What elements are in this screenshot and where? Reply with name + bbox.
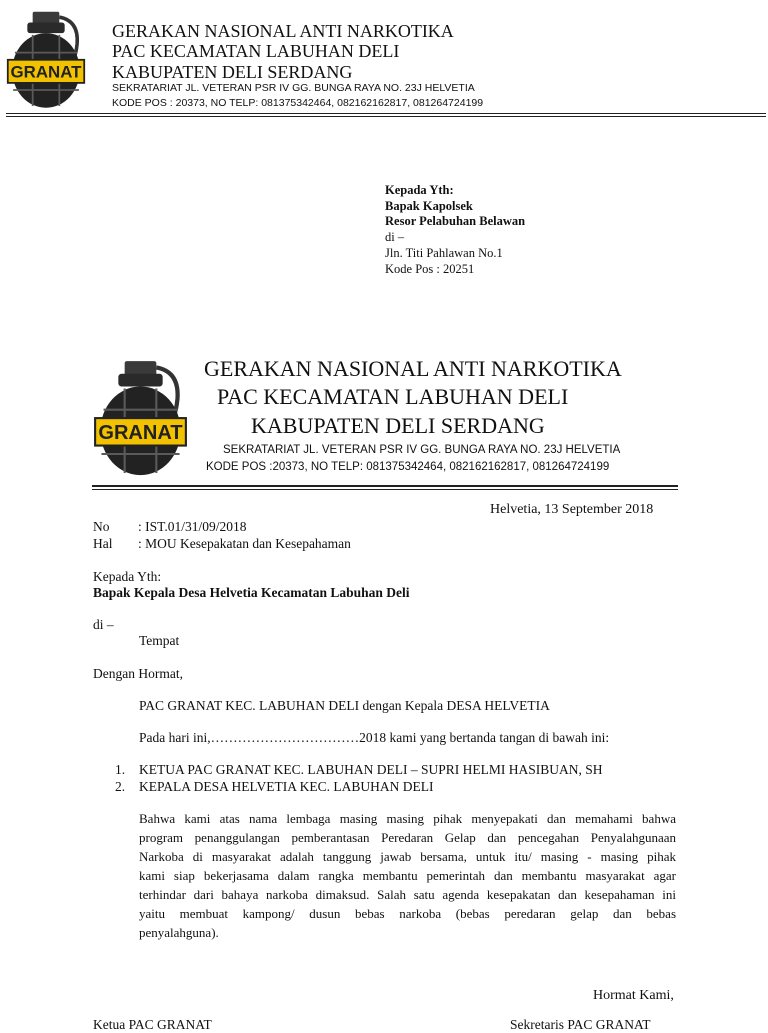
recipient-line1: Kepada Yth: bbox=[385, 183, 454, 197]
header-top-address: SEKRATARIAT JL. VETERAN PSR IV GG. BUNGA RAYA NO. 23J HELVETIA bbox=[112, 82, 475, 94]
header-mid-divider bbox=[92, 485, 678, 487]
body-line: yaitu membuat kampong/ dusun bebas narkoba (bebas peredaran gelap dan bebas bbox=[139, 906, 676, 921]
list-item-num: 1. bbox=[115, 762, 126, 777]
logo-text: GRANAT bbox=[98, 422, 183, 445]
para-2: Pada hari ini,……………………………2018 kami yang bertanda tangan di bawah ini: bbox=[139, 730, 610, 745]
body-line: Narkoba di masyarakat adalah tanggung jawab bersama, untuk itu/ masing - masing pihak bbox=[139, 849, 676, 864]
list-item-num: 2. bbox=[115, 779, 126, 794]
list-item-text: KETUA PAC GRANAT KEC. LABUHAN DELI – SUPRI HELMI HASIBUAN, SH bbox=[139, 762, 603, 777]
header-mid-contact: KODE POS :20373, NO TELP: 081375342464, 082162162817, 081264724199 bbox=[206, 461, 610, 473]
to-name: Bapak Kepala Desa Helvetia Kecamatan Labuhan Deli bbox=[93, 585, 410, 600]
closing: Hormat Kami, bbox=[593, 988, 674, 1003]
logo-text: GRANAT bbox=[10, 62, 82, 82]
header-top-divider bbox=[6, 113, 766, 114]
body-line: kami siap bekerjasama dalam rangka membantu pemerintah dan membantu masyarakat agar bbox=[139, 868, 676, 883]
body-line: terhindar dari bahaya narkoba dimaksud. Salah satu agenda kesepakatan dan kesepahaman ini bbox=[139, 887, 676, 902]
list-item-text: KEPALA DESA HELVETIA KEC. LABUHAN DELI bbox=[139, 779, 434, 794]
recipient-line4: di – bbox=[385, 230, 405, 244]
no-label: No bbox=[93, 519, 110, 534]
greeting: Dengan Hormat, bbox=[93, 666, 183, 681]
letter-date: Helvetia, 13 September 2018 bbox=[490, 502, 654, 517]
header-top-line3: KABUPATEN DELI SERDANG bbox=[112, 62, 353, 82]
sign-left: Ketua PAC GRANAT bbox=[93, 1017, 212, 1032]
granat-logo bbox=[6, 4, 86, 112]
header-mid-line3: KABUPATEN DELI SERDANG bbox=[251, 413, 545, 438]
di-text: di – bbox=[93, 617, 114, 632]
body-line: program penanggulangan pemberantasan Peredaran Gelap dan pencegahan Penyalahgunaan bbox=[139, 830, 676, 845]
header-mid-address: SEKRATARIAT JL. VETERAN PSR IV GG. BUNGA RAYA NO. 23J HELVETIA bbox=[223, 444, 621, 456]
body-paragraph bbox=[139, 809, 676, 942]
header-top-line2: PAC KECAMATAN LABUHAN DELI bbox=[112, 41, 400, 61]
sign-right: Sekretaris PAC GRANAT bbox=[510, 1017, 651, 1032]
body-line: Bahwa kami atas nama lembaga masing masing pihak menyepakati dan memahami bahwa bbox=[139, 811, 676, 826]
recipient-line2: Bapak Kapolsek bbox=[385, 199, 473, 213]
header-top-line1: GERAKAN NASIONAL ANTI NARKOTIKA bbox=[112, 21, 454, 41]
hal-value: : MOU Kesepakatan dan Kesepahaman bbox=[138, 536, 351, 551]
header-mid-line2: PAC KECAMATAN LABUHAN DELI bbox=[217, 384, 569, 409]
recipient-line5: Jln. Titi Pahlawan No.1 bbox=[385, 246, 503, 260]
body-line: penyalahguna). bbox=[139, 925, 219, 940]
recipient-line6: Kode Pos : 20251 bbox=[385, 262, 475, 276]
para-1: PAC GRANAT KEC. LABUHAN DELI dengan Kepala DESA HELVETIA bbox=[139, 698, 550, 713]
header-top-contact: KODE POS : 20373, NO TELP: 081375342464, 082162162817, 081264724199 bbox=[112, 97, 484, 109]
header-top-divider-thin bbox=[6, 116, 766, 117]
tempat-text: Tempat bbox=[139, 633, 180, 648]
to-label: Kepada Yth: bbox=[93, 569, 162, 584]
recipient-line3: Resor Pelabuhan Belawan bbox=[385, 214, 526, 228]
header-mid-line1: GERAKAN NASIONAL ANTI NARKOTIKA bbox=[204, 356, 622, 381]
hal-label: Hal bbox=[93, 536, 113, 551]
no-value: : IST.01/31/09/2018 bbox=[138, 519, 247, 534]
granat-logo-2 bbox=[93, 352, 188, 480]
grenade-logo-icon bbox=[93, 352, 188, 480]
header-mid-divider-thin bbox=[92, 489, 678, 490]
grenade-logo-icon bbox=[6, 4, 86, 112]
